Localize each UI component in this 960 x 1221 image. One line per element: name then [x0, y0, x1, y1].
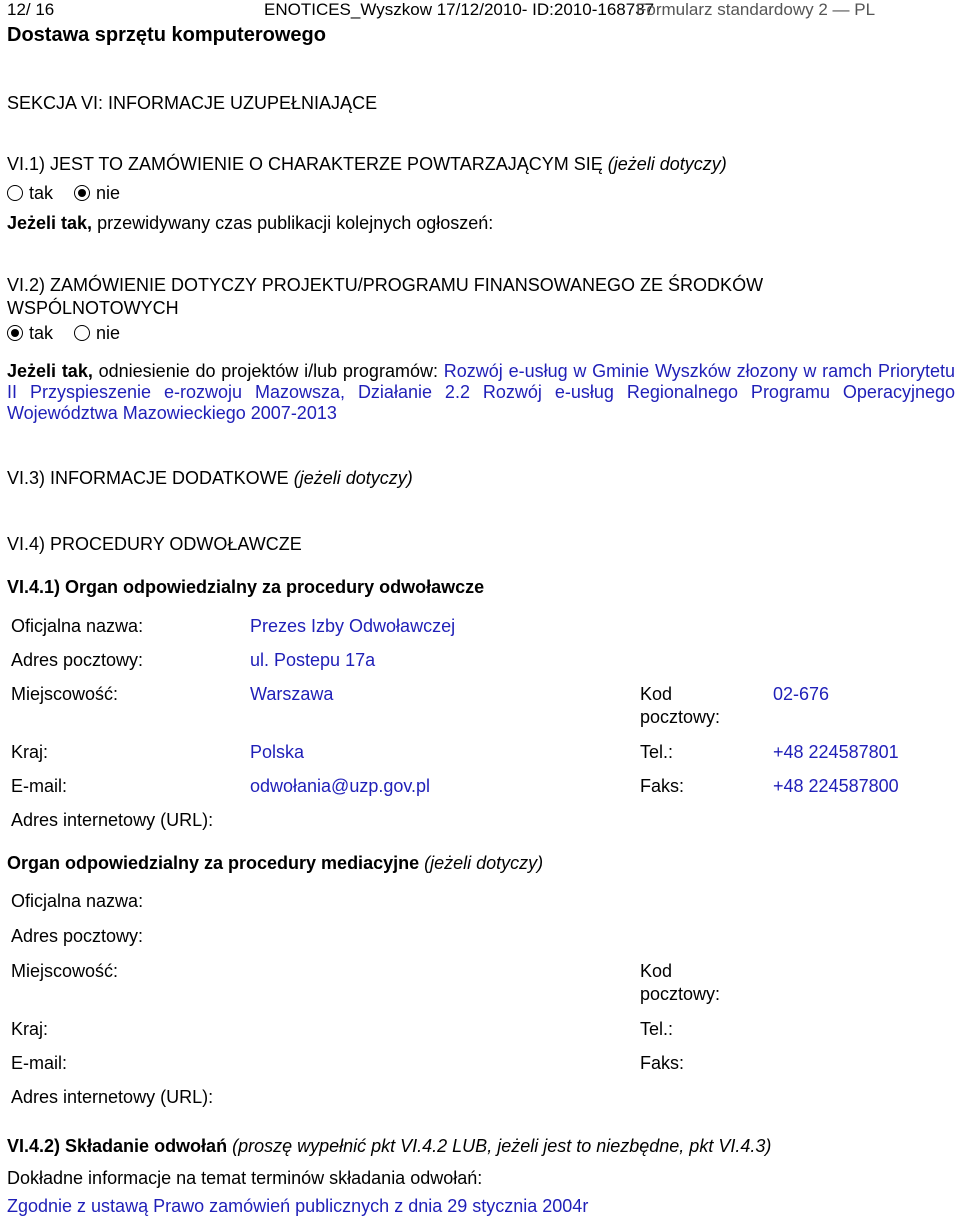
vi2-ref-value: Rozwój e-usług w Gminie Wyszków złozony w ramch Priorytetu II Przyspieszenie e-rozwoju Mazowsza, Działanie 2.2 Rozwój e-usług Regionalnego Programu Operacyjnego Województwa Mazowieckiego 2007-2013 [7, 361, 955, 423]
vi1-radio-no[interactable] [74, 185, 90, 201]
appeal-city-label: Miejscowość: [11, 684, 119, 704]
appeal-address: ul. Postepu 17a [250, 650, 376, 670]
vi1-heading-text: VI.1) JEST TO ZAMÓWIENIE O CHARAKTERZE POWTARZAJĄCYM SIĘ [7, 154, 603, 174]
vi1-timing [7, 213, 493, 234]
vi2-no-label: nie [96, 323, 121, 343]
appeal-city: Warszawa [250, 684, 334, 704]
appeal-address-label: Adres pocztowy: [11, 650, 144, 670]
vi2-ref-text: odniesienie do projektów i/lub programów: [98, 361, 438, 381]
vi1-heading [7, 154, 727, 175]
notice-id: ENOTICES_Wyszkow 17/12/2010- ID:2010-168737 [264, 0, 655, 19]
mediation-postcode-label-2: pocztowy: [640, 984, 721, 1004]
vi2-heading-line1: VI.2) ZAMÓWIENIE DOTYCZY PROJEKTU/PROGRAMU FINANSOWANEGO ZE ŚRODKÓW [7, 275, 764, 295]
mediation-tel-label: Tel.: [640, 1019, 674, 1039]
mediation-email-label: E-mail: [11, 1053, 68, 1073]
vi1-timing-label: Jeżeli tak, [7, 213, 93, 233]
appeal-email[interactable]: odwołania@uzp.gov.pl [250, 776, 431, 796]
deadline-value: Zgodnie z ustawą Prawo zamówień publicznych z dnia 29 stycznia 2004r [7, 1196, 589, 1216]
section-title: SEKCJA VI: INFORMACJE UZUPEŁNIAJĄCE [7, 93, 378, 113]
appeal-fax-label: Faks: [640, 776, 685, 796]
mediation-name-label: Oficjalna nazwa: [11, 891, 144, 911]
vi1-heading-note: (jeżeli dotyczy) [607, 154, 727, 174]
mediation-country-label: Kraj: [11, 1019, 49, 1039]
appeal-country: Polska [250, 742, 305, 762]
vi2-radio-no[interactable] [74, 325, 90, 341]
vi2-yes-label: tak [29, 323, 54, 343]
vi42-heading-note: (proszę wypełnić pkt VI.4.2 LUB, jeżeli jest to niezbędne, pkt VI.4.3) [232, 1136, 772, 1156]
vi1-yes-label: tak [29, 183, 54, 203]
vi2-options [7, 323, 120, 344]
appeal-url-label: Adres internetowy (URL): [11, 810, 214, 830]
deadline-label: Dokładne informacje na temat terminów składania odwołań: [7, 1168, 483, 1188]
vi2-radio-yes[interactable] [7, 325, 23, 341]
document-title: Dostawa sprzętu komputerowego [7, 24, 326, 46]
vi3-heading-note: (jeżeli dotyczy) [293, 468, 413, 488]
vi3-heading [7, 468, 413, 489]
vi2-ref-label: Jeżeli tak, [7, 361, 93, 381]
appeal-fax: +48 224587800 [773, 776, 899, 796]
vi1-options [7, 183, 120, 204]
mediation-fax-label: Faks: [640, 1053, 685, 1073]
form-name [636, 0, 875, 20]
page-number: 12/ 16 [7, 0, 55, 19]
mediation-city-label: Miejscowość: [11, 961, 119, 981]
vi2-heading-line2: WSPÓLNOTOWYCH [7, 298, 179, 318]
appeal-postcode-label-1: Kod [640, 684, 673, 704]
mediation-postcode-label-1: Kod [640, 961, 673, 981]
appeal-postcode: 02-676 [773, 684, 830, 704]
appeal-tel: +48 224587801 [773, 742, 899, 762]
vi42-heading [7, 1136, 771, 1157]
mediation-heading [7, 853, 543, 874]
vi3-heading-text: VI.3) INFORMACJE DODATKOWE [7, 468, 289, 488]
mediation-address-label: Adres pocztowy: [11, 926, 144, 946]
appeal-tel-label: Tel.: [640, 742, 674, 762]
vi42-heading-text: VI.4.2) Składanie odwołań [7, 1136, 228, 1156]
mediation-heading-note: (jeżeli dotyczy) [424, 853, 544, 873]
vi1-timing-text: przewidywany czas publikacji kolejnych ogłoszeń: [97, 213, 494, 233]
mediation-heading-text: Organ odpowiedzialny za procedury mediacyjne [7, 853, 420, 873]
appeal-name-label: Oficjalna nazwa: [11, 616, 144, 636]
form-name-text: Formularz standardowy 2 — PL [636, 0, 876, 19]
vi2-reference [7, 361, 955, 424]
appeal-country-label: Kraj: [11, 742, 49, 762]
vi4-heading: VI.4) PROCEDURY ODWOŁAWCZE [7, 534, 302, 554]
mediation-url-label: Adres internetowy (URL): [11, 1087, 214, 1107]
vi1-radio-yes[interactable] [7, 185, 23, 201]
vi1-no-label: nie [96, 183, 121, 203]
appeal-name: Prezes Izby Odwoławczej [250, 616, 456, 636]
appeal-postcode-label-2: pocztowy: [640, 707, 721, 727]
vi41-heading: VI.4.1) Organ odpowiedzialny za procedury odwoławcze [7, 577, 485, 597]
appeal-email-label: E-mail: [11, 776, 68, 796]
